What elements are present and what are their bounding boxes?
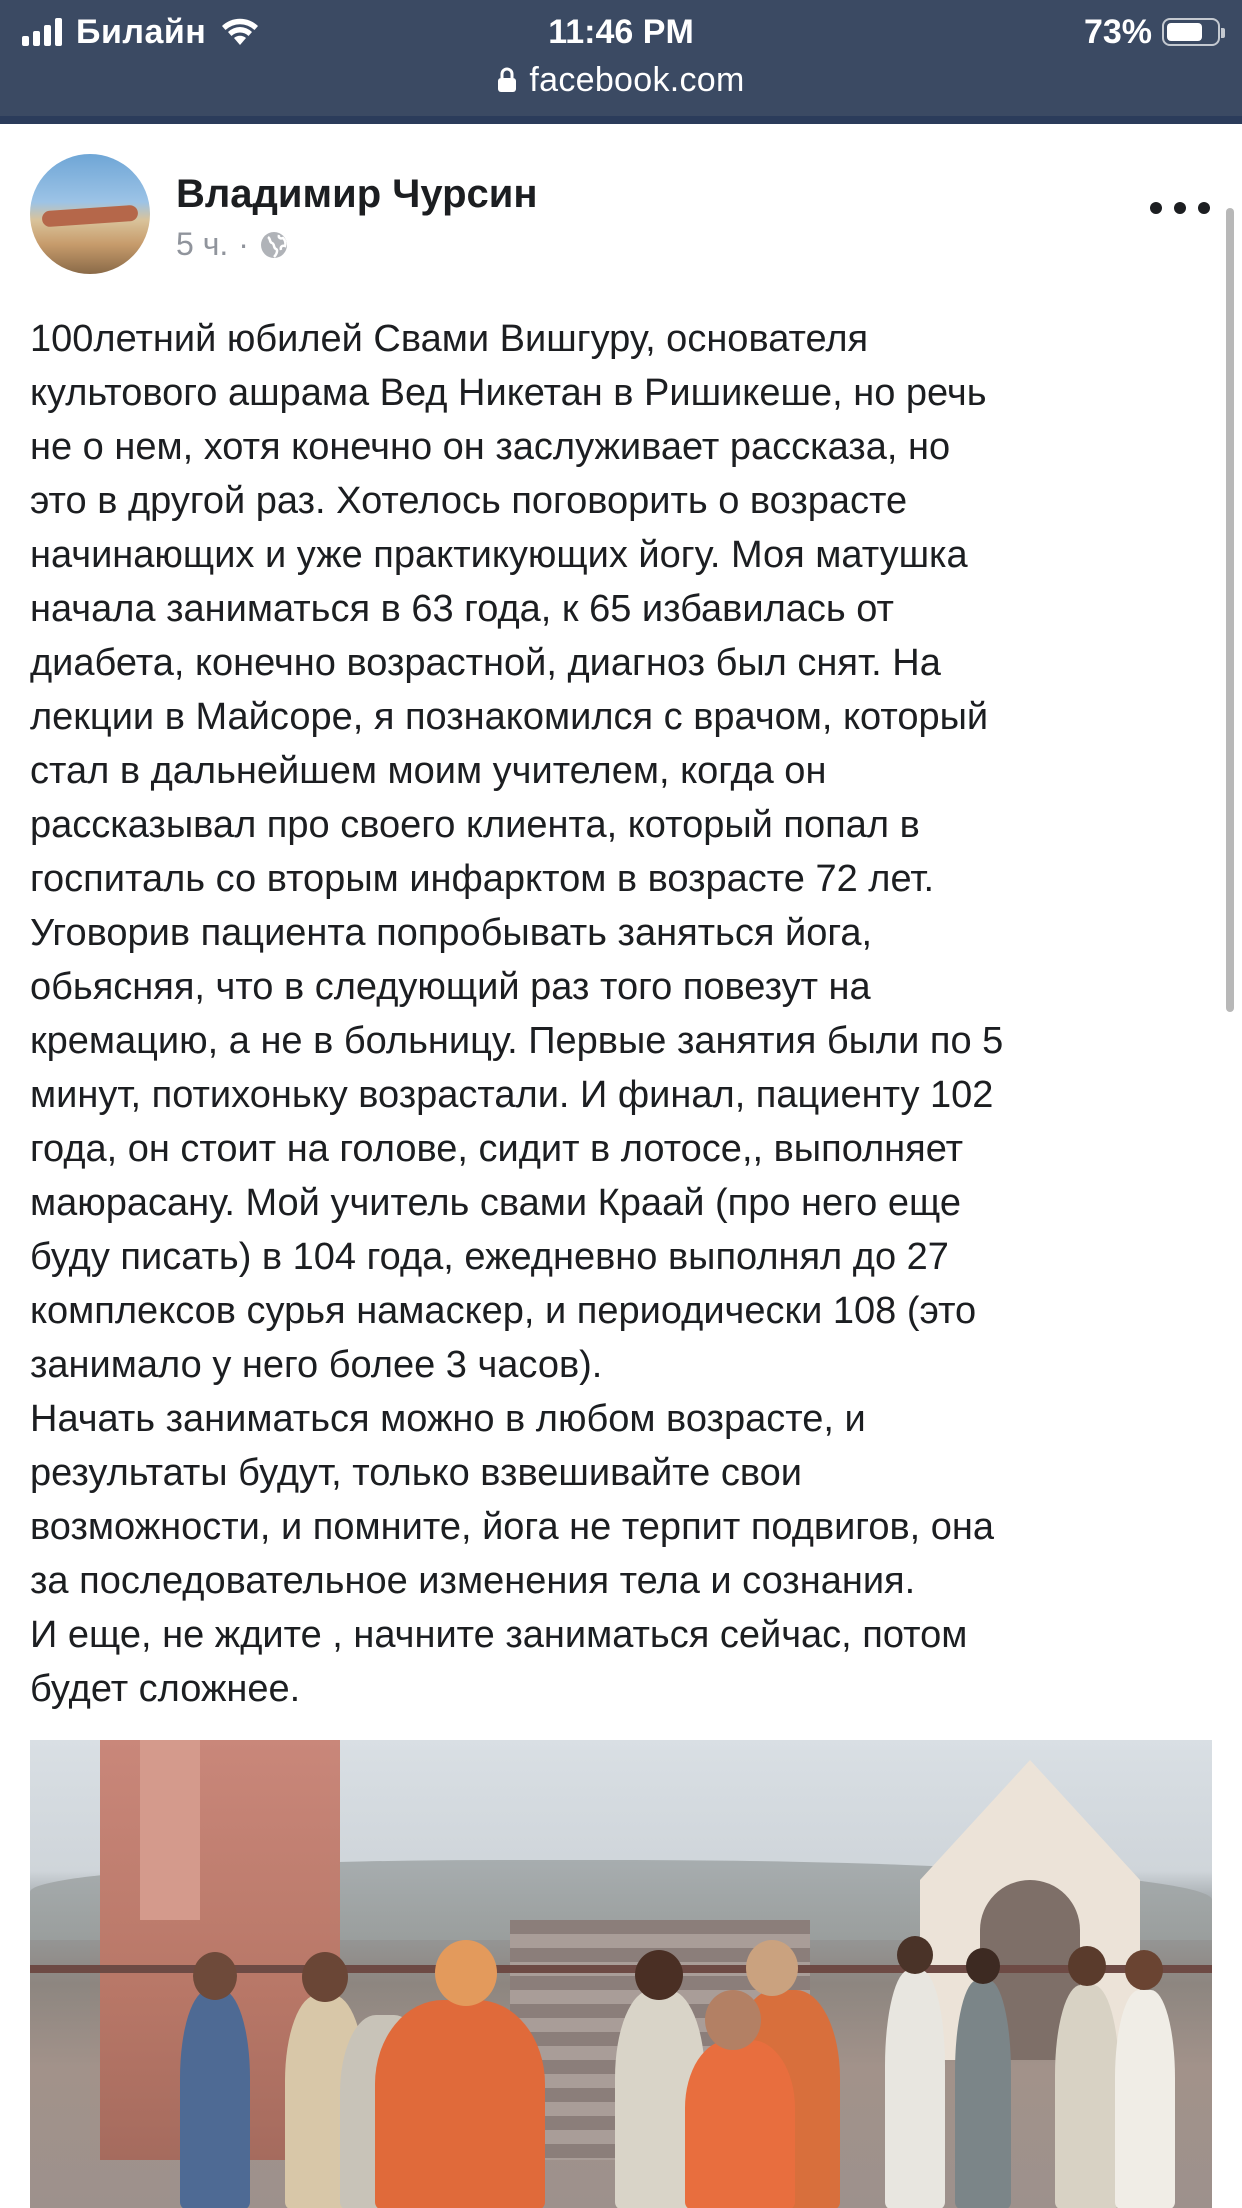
- globe-icon: [259, 230, 289, 260]
- photo-person-head: [746, 1940, 798, 1996]
- author-name[interactable]: Владимир Чурсин: [176, 172, 538, 216]
- browser-top-bar: [0, 0, 1242, 120]
- photo-person-head: [966, 1948, 1000, 1984]
- page-scrollbar[interactable]: [1226, 208, 1234, 1012]
- wifi-icon: [220, 17, 260, 47]
- post-meta: [176, 226, 289, 263]
- photo-person-head: [1068, 1946, 1106, 1986]
- status-right: [1084, 10, 1220, 54]
- photo-person-head: [193, 1952, 237, 2000]
- photo-tower-top: [140, 1740, 200, 1920]
- post-header: [30, 154, 1210, 278]
- post-time[interactable]: 5 ч.: [176, 226, 229, 262]
- status-time: 11:46 PM: [548, 13, 694, 51]
- meta-separator: ·: [238, 226, 249, 262]
- lock-icon: [497, 67, 517, 93]
- battery-level: [1167, 23, 1202, 41]
- more-options-icon[interactable]: [1150, 198, 1210, 218]
- photo-person-head: [435, 1940, 497, 2006]
- photo-person: [685, 2040, 795, 2208]
- signal-icon: [22, 18, 62, 46]
- photo-person: [375, 2000, 545, 2208]
- url-text: facebook.com: [529, 60, 745, 99]
- photo-person: [180, 1990, 250, 2208]
- photo-person-head: [635, 1950, 683, 2000]
- status-left: [22, 10, 260, 54]
- author-avatar[interactable]: [30, 154, 150, 274]
- address-bar[interactable]: [0, 56, 1242, 104]
- photo-person: [885, 1970, 945, 2208]
- photo-person: [1055, 1985, 1119, 2208]
- battery-percent: 73%: [1083, 12, 1152, 51]
- photo-person-head: [897, 1936, 933, 1974]
- avatar-figure: [42, 205, 139, 228]
- battery-icon: [1162, 18, 1220, 46]
- battery-nub: [1221, 28, 1225, 38]
- post-text: 100летний юбилей Свами Вишгуру, основателя культового ашрама Вед Никетан в Ришикеше, но речь не о нем, хотя конечно он заслуживает рассказа, но это в другой раз. Хотелось поговорить о возрасте начинающих и уже практикующих йогу. Моя матушка начала заниматься в 63 года, к 65 избавилась от диабета, конечно возрастной, диагноз был снят. На лекции в Майсоре, я познакомился с врачом, который стал в дальнейшем моим учителем, когда он рассказывал про своего клиента, который попал в госпиталь со вторым инфарктом в возрасте 72 лет. Уговорив пациента попробывать заняться йога, обьясняя, что в следующий раз того повезут на кремацию, а не в больницу. Первые занятия были по 5 минут, потихоньку возрастали. И финал, пациенту 102 года, он стоит на голове, сидит в лотосе,, выполняет маюрасану. Мой учитель свами Краай (про него еще буду писать) в 104 года, ежедневно выполнял до 27 комплексов сурья намаскер, и периодически 108 (это занимало у него более 3 часов). Начать заниматься можно в любом возрасте, и результаты будут, только взвешивайте свои возможности, и помните, йога не терпит подвигов, она за последовательное изменения тела и сознания. И еще, не ждите , начните заниматься сейчас, потом будет сложнее.: [30, 318, 1004, 1710]
- photo-person-head: [1125, 1950, 1163, 1990]
- photo-person-head: [302, 1952, 348, 2002]
- photo-person: [955, 1980, 1011, 2208]
- post-photo[interactable]: [30, 1740, 1212, 2208]
- carrier-name: Билайн: [76, 12, 207, 51]
- top-bar-divider: [0, 116, 1242, 124]
- photo-person: [1115, 1990, 1175, 2208]
- photo-person-head: [705, 1990, 761, 2050]
